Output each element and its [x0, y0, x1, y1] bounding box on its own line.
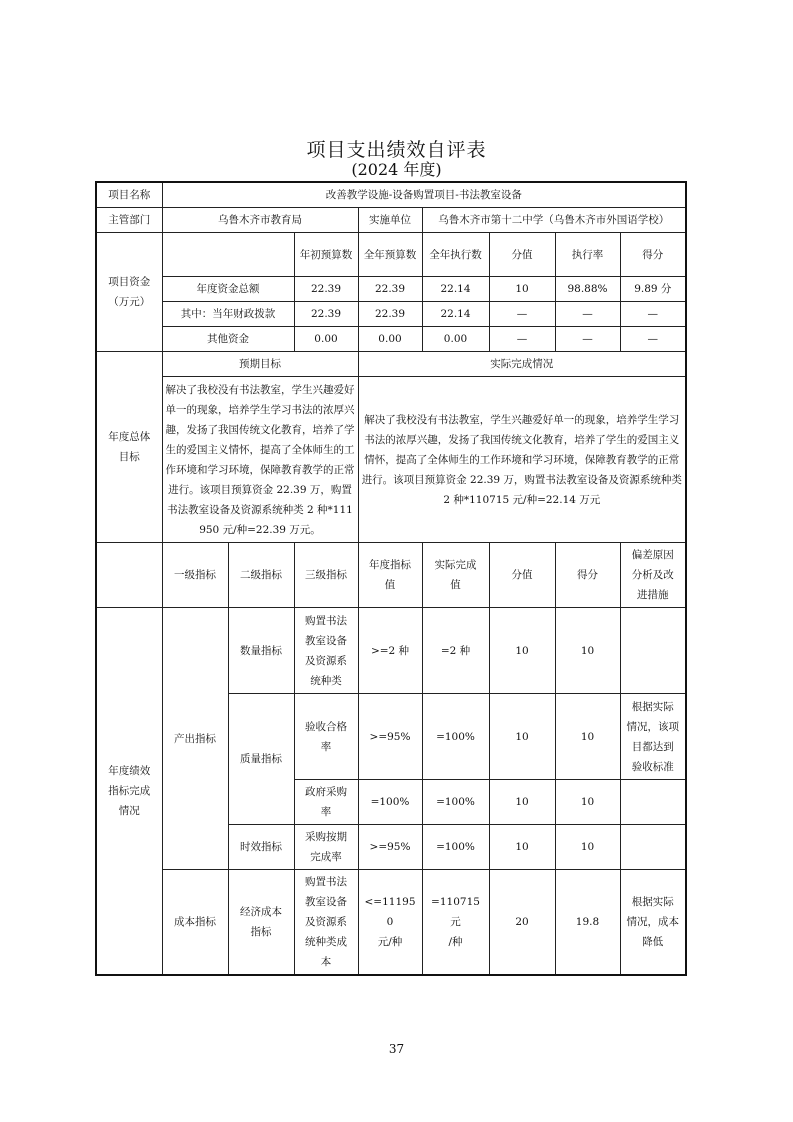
indicator-name: 购置书法 教室设备 及资源系 统种类 — [294, 608, 358, 694]
funds-row-fiscal — [96, 302, 686, 327]
indicator-name: 采购按期 完成率 — [294, 825, 358, 870]
indicators-section-label: 年度绩效 指标完成 情况 — [96, 608, 162, 976]
funds-header: 全年预算数 — [358, 233, 422, 277]
indicator-target: >=95% — [358, 694, 422, 780]
quantity-indicator-label: 数量指标 — [228, 608, 294, 694]
indicator-header: 偏差原因 分析及改 进措施 — [620, 543, 686, 608]
indicator-header: 三级指标 — [294, 543, 358, 608]
funds-cell: — — [489, 327, 555, 352]
indicator-target: >=2 种 — [358, 608, 422, 694]
funds-header: 得分 — [620, 233, 686, 277]
indicator-reason — [620, 608, 686, 694]
indicator-header: 分值 — [489, 543, 555, 608]
page-number: 37 — [388, 1042, 405, 1056]
funds-cell: — — [555, 327, 620, 352]
funds-cell: — — [489, 302, 555, 327]
indicator-header: 实际完成 值 — [422, 543, 489, 608]
project-name-value: 改善教学设施-设备购置项目-书法教室设备 — [162, 182, 686, 208]
document-subtitle: (2024 年度) — [351, 160, 442, 179]
time-indicator-label: 时效指标 — [228, 825, 294, 870]
goals-label: 年度总体 目标 — [96, 352, 162, 543]
project-name-row — [96, 182, 686, 208]
output-indicator-label: 产出指标 — [162, 608, 228, 870]
funds-header: 全年执行数 — [422, 233, 489, 277]
indicator-name: 政府采购 率 — [294, 780, 358, 825]
indicator-actual: =2 种 — [422, 608, 489, 694]
cost-indicator-label: 成本指标 — [162, 870, 228, 976]
quality-indicator-label: 质量指标 — [228, 694, 294, 825]
department-row — [96, 208, 686, 233]
indicator-name: 购置书法 教室设备 及资源系 统种类成 本 — [294, 870, 358, 976]
indicator-name: 验收合格 率 — [294, 694, 358, 780]
funds-cell: 0.00 — [294, 327, 358, 352]
econ-indicator-label: 经济成本 指标 — [228, 870, 294, 976]
indicator-reason: 根据实际 情况，成本 降低 — [620, 870, 686, 976]
actual-goal-text: 解决了我校没有书法教室，学生兴趣爱好单一的现象，培养学生学习书法的浓厚兴趣，发扬了我国传统文化教育，培养了学生的爱国主义情怀，提高了全体师生的工作环境和学习环境，保障教育教学的正常进行。该项目预算资金 22.39 万，购置书法教室设备及资源系统种类 2 种*110715 元/种=22.14 万元 — [358, 377, 686, 543]
funds-cell: 10 — [489, 277, 555, 302]
indicator-header: 得分 — [555, 543, 620, 608]
indicator-score: 10 — [555, 825, 620, 870]
indicator-score-value: 10 — [489, 780, 555, 825]
funds-header: 年初预算数 — [294, 233, 358, 277]
impl-label: 实施单位 — [358, 208, 422, 233]
indicator-reason — [620, 780, 686, 825]
funds-header-row — [96, 233, 686, 277]
project-name-label: 项目名称 — [96, 182, 162, 208]
indicator-row — [96, 870, 686, 976]
goals-header-row — [96, 352, 686, 377]
funds-cell: — — [555, 302, 620, 327]
impl-value: 乌鲁木齐市第十二中学（乌鲁木齐市外国语学校） — [422, 208, 686, 233]
funds-row-label: 其中：当年财政拨款 — [162, 302, 294, 327]
actual-goal-header: 实际完成情况 — [358, 352, 686, 377]
indicator-header: 年度指标 值 — [358, 543, 422, 608]
funds-cell: — — [620, 327, 686, 352]
indicator-score-value: 10 — [489, 694, 555, 780]
indicator-target: =100% — [358, 780, 422, 825]
dept-value: 乌鲁木齐市教育局 — [162, 208, 358, 233]
indicator-score-value: 10 — [489, 608, 555, 694]
funds-cell: 22.14 — [422, 277, 489, 302]
funds-label: 项目资金 （万元） — [96, 233, 162, 352]
indicator-header-row — [96, 543, 686, 608]
indicator-score: 19.8 — [555, 870, 620, 976]
funds-row-other — [96, 327, 686, 352]
funds-header-blank — [162, 233, 294, 277]
funds-cell: 9.89 分 — [620, 277, 686, 302]
document-title: 项目支出绩效自评表 — [306, 139, 487, 161]
dept-label: 主管部门 — [96, 208, 162, 233]
indicator-score-value: 20 — [489, 870, 555, 976]
self-evaluation-table — [95, 181, 687, 976]
indicator-target: >=95% — [358, 825, 422, 870]
funds-row-label: 年度资金总额 — [162, 277, 294, 302]
goals-content-row — [96, 377, 686, 543]
funds-cell: — — [620, 302, 686, 327]
indicator-actual: =110715 元 /种 — [422, 870, 489, 976]
funds-header: 分值 — [489, 233, 555, 277]
indicator-header: 二级指标 — [228, 543, 294, 608]
indicator-score-value: 10 — [489, 825, 555, 870]
funds-row-total — [96, 277, 686, 302]
indicator-reason — [620, 825, 686, 870]
funds-cell: 22.39 — [358, 302, 422, 327]
indicator-score: 10 — [555, 694, 620, 780]
indicator-score: 10 — [555, 780, 620, 825]
indicator-reason: 根据实际 情况，该项 目都达到 验收标准 — [620, 694, 686, 780]
funds-cell: 98.88% — [555, 277, 620, 302]
indicator-header: 一级指标 — [162, 543, 228, 608]
indicator-actual: =100% — [422, 825, 489, 870]
indicator-target: <=111950 元/种 — [358, 870, 422, 976]
indicator-actual: =100% — [422, 694, 489, 780]
funds-cell: 22.39 — [294, 302, 358, 327]
indicator-actual: =100% — [422, 780, 489, 825]
funds-header: 执行率 — [555, 233, 620, 277]
funds-cell: 22.39 — [358, 277, 422, 302]
funds-cell: 0.00 — [358, 327, 422, 352]
indicator-row — [96, 608, 686, 694]
indicator-header-blank — [96, 543, 162, 608]
funds-cell: 0.00 — [422, 327, 489, 352]
indicator-score: 10 — [555, 608, 620, 694]
expected-goal-text: 解决了我校没有书法教室，学生兴趣爱好单一的现象，培养学生学习书法的浓厚兴趣，发扬了我国传统文化教育，培养了学生的爱国主义情怀，提高了全体师生的工作环境和学习环境，保障教育教学的正常进行。该项目预算资金 22.39 万，购置书法教室设备及资源系统种类 2 种*111950 元/种=22.39 万元。 — [162, 377, 358, 543]
expected-goal-header: 预期目标 — [162, 352, 358, 377]
funds-row-label: 其他资金 — [162, 327, 294, 352]
funds-cell: 22.39 — [294, 277, 358, 302]
funds-cell: 22.14 — [422, 302, 489, 327]
